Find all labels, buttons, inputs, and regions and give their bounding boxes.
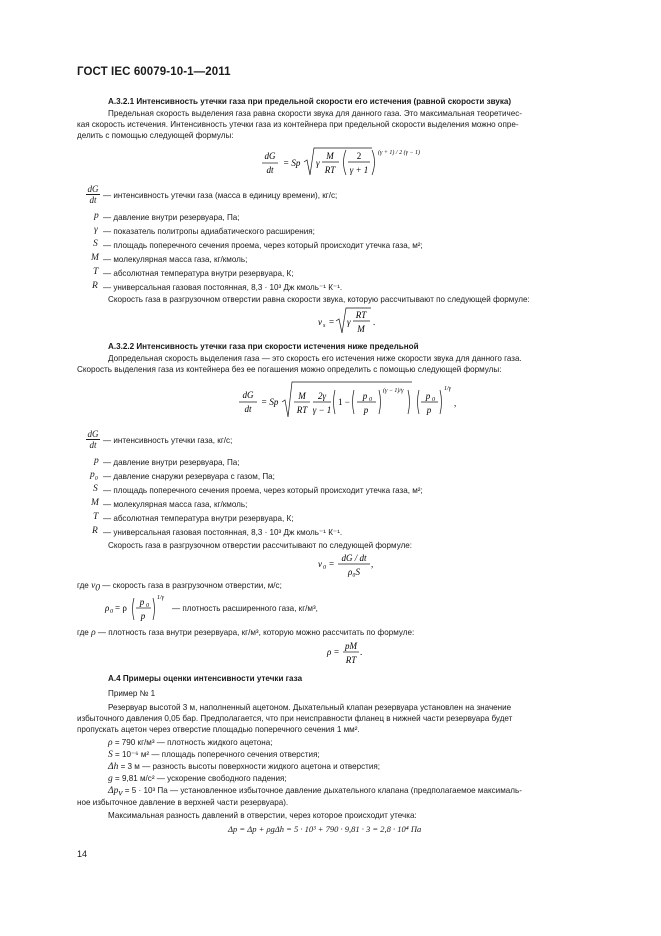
definition-text: — плотность расширенного газа, кг/м³, — [172, 604, 318, 613]
svg-text:ρ: ρ — [105, 603, 110, 613]
value-line: $\Delta p_v = 5 \cdot 10^3$ Па — установленное избыточное давление дыхательного клапана (предполагаемое максималь- — [108, 786, 522, 799]
svg-text:γ + 1: γ + 1 — [349, 165, 369, 175]
definition-text: — молекулярная масса газа, кг/кмоль; — [103, 500, 248, 509]
svg-text:1 −: 1 − — [338, 397, 350, 407]
svg-text:=: = — [334, 647, 340, 657]
definition-text: — площадь поперечного сечения проема, через который происходит утечка газа, м²; — [103, 241, 423, 250]
svg-text:p: p — [140, 611, 146, 621]
svg-text:1/γ: 1/γ — [444, 386, 452, 392]
svg-text:γ: γ — [316, 158, 320, 168]
svg-text:p: p — [139, 597, 145, 607]
definition-text: — показатель политропы адиабатического расширения; — [103, 227, 315, 236]
page-number: 14 — [77, 849, 88, 859]
symbol: T — [93, 512, 99, 522]
value-line: Δh = 3 м — разность высоты поверхности жидкого ацетона и отверстия; — [108, 762, 381, 772]
paragraph-line: Предельная скорость выделения газа равна скорости звука для данного газа. Это максимальная теоретичес- — [108, 109, 522, 118]
svg-text:dG: dG — [242, 390, 254, 400]
svg-text:γ: γ — [347, 317, 351, 327]
paragraph-line: ное избыточное давление в верхней части резервуара). — [77, 798, 289, 807]
paragraph-line: избыточного давления 0,05 бар. Предполагается, что при неисправности фланец в нижней части резервуара будет — [77, 714, 513, 723]
svg-text:RT: RT — [355, 310, 367, 320]
svg-text:2: 2 — [356, 151, 362, 161]
svg-text:p: p — [426, 405, 432, 415]
svg-text:p: p — [363, 405, 369, 415]
svg-text:0: 0 — [110, 609, 113, 615]
paragraph-line: Допредельная скорость выделения газа — это скорость его истечения ниже скорости звука для данного газа. — [108, 354, 522, 363]
svg-text:dt: dt — [266, 165, 274, 175]
symbol: M — [91, 498, 99, 508]
symbol: R — [92, 281, 98, 291]
svg-text:ρ₀S: ρ₀S — [348, 567, 360, 577]
svg-text:2γ: 2γ — [317, 391, 327, 401]
example-label: Пример № 1 — [108, 689, 156, 698]
definition-text: — абсолютная температура внутри резервуара, К; — [103, 514, 294, 523]
paragraph-line: Резервуар высотой 3 м, наполненный ацетоном. Дыхательный клапан резервуара установлен на значение — [108, 703, 512, 712]
symbol: p — [94, 456, 99, 466]
symbol-dg-dt: dG dt — [87, 429, 99, 450]
symbol: $p_0$ — [90, 470, 98, 482]
svg-text:.: . — [373, 317, 376, 327]
symbol-dg-dt: dG dt — [87, 184, 99, 205]
definition-text: — давление внутри резервуара, Па; — [103, 458, 240, 467]
svg-text:RT: RT — [296, 405, 308, 415]
svg-text:= Sp: = Sp — [283, 158, 301, 168]
svg-text:= Sp: = Sp — [261, 397, 279, 407]
svg-text:v: v — [318, 559, 322, 569]
section-heading-a4: А.4 Примеры оценки интенсивности утечки газа — [108, 674, 303, 683]
symbol: γ — [94, 225, 98, 235]
svg-text:0: 0 — [146, 603, 149, 609]
svg-text:p: p — [425, 391, 431, 401]
svg-text:1/γ: 1/γ — [157, 595, 165, 601]
svg-text:0: 0 — [369, 397, 372, 403]
svg-text:ρ: ρ — [327, 647, 332, 657]
svg-text:dt: dt — [244, 404, 252, 414]
document-header: ГОСТ IEC 60079-10-1—2011 — [77, 66, 231, 78]
svg-text:RT: RT — [345, 655, 357, 665]
definition-text: — молекулярная масса газа, кг/кмоль; — [103, 255, 248, 264]
svg-text:,: , — [454, 398, 457, 408]
definition-text: — универсальная газовая постоянная, 8,3 · 10³ Дж кмоль⁻¹ К⁻¹. — [103, 528, 343, 537]
symbol: T — [93, 267, 99, 277]
definition-text: — площадь поперечного сечения проема, через который происходит утечка газа, м²; — [103, 486, 423, 495]
svg-text:p: p — [362, 391, 368, 401]
definition-text: — давление снаружи резервуара с газом, Па; — [103, 472, 275, 481]
svg-text:(γ − 1)/γ: (γ − 1)/γ — [383, 388, 404, 394]
symbol: R — [92, 526, 98, 536]
svg-text:dG / dt: dG / dt — [341, 553, 367, 563]
svg-text:= ρ: = ρ — [115, 603, 127, 613]
svg-text:0: 0 — [323, 565, 326, 571]
svg-text:s: s — [323, 323, 326, 329]
formula-sonic-release — [260, 144, 460, 180]
svg-text:RT: RT — [324, 165, 336, 175]
svg-text:0: 0 — [432, 397, 435, 403]
svg-text:M: M — [326, 151, 334, 161]
where-line: где $v_0$ — скорость газа в разгрузочном отверстии, м/с; — [77, 581, 282, 594]
svg-text:(γ + 1) / 2 (γ − 1): (γ + 1) / 2 (γ − 1) — [378, 150, 420, 156]
definition-text: — давление внутри резервуара, Па; — [103, 213, 240, 222]
paragraph-line: Скорость газа в разгрузочном отверстии равна скорости звука, которую рассчитывают по следующей формуле: — [108, 295, 530, 304]
svg-text:v: v — [318, 317, 322, 327]
definition-text: — интенсивность утечки газа, кг/с; — [103, 436, 233, 445]
svg-text:pM: pM — [345, 641, 357, 651]
pressure-equation: Δp = Δp + ρgΔh = 5 · 10³ + 790 · 9,81 · 3 = 2,8 · 10⁴ Па — [228, 824, 422, 834]
formula-subsonic-release — [236, 376, 466, 422]
symbol: S — [93, 239, 98, 249]
svg-text:M: M — [357, 324, 365, 334]
value-line: ρ = 790 кг/м³ — плотность жидкого ацетона; — [108, 738, 273, 748]
svg-text:=: = — [329, 559, 335, 569]
paragraph-line: Скорость выделения газа из контейнера без ее погашения можно определить с помощью следующей формулы: — [77, 365, 502, 374]
value-line: S = 10⁻⁶ м² — площадь поперечного сечения отверстия; — [108, 750, 320, 760]
definition-text: — универсальная газовая постоянная, 8,3 · 10³ Дж кмоль⁻¹ К⁻¹. — [103, 283, 343, 292]
formula-rho0 — [103, 592, 173, 622]
section-heading-a321: А.3.2.1 Интенсивность утечки газа при предельной скорости его истечения (равной скорости звука) — [108, 97, 512, 106]
svg-text:M: M — [298, 391, 306, 401]
svg-text:dG: dG — [264, 151, 276, 161]
svg-text:=: = — [329, 317, 335, 327]
paragraph-line: кая скорость истечения. Интенсивность утечки газа из контейнера при предельной скорости выделения можно опре- — [77, 120, 519, 129]
svg-text:.: . — [360, 647, 363, 657]
value-line: g = 9,81 м/с² — ускорение свободного падения; — [108, 774, 287, 784]
svg-text:γ − 1: γ − 1 — [312, 405, 332, 415]
symbol: p — [94, 211, 99, 221]
symbol: M — [91, 253, 99, 263]
formula-outlet-speed — [316, 550, 376, 578]
paragraph-line: делить с помощью следующей формулы: — [77, 131, 234, 140]
formula-rho — [325, 638, 375, 666]
formula-sound-speed — [316, 306, 386, 336]
symbol: S — [93, 484, 98, 494]
where-line: где ρ — плотность газа внутри резервуара, кг/м³, которую можно рассчитать по формуле: — [77, 628, 415, 638]
paragraph-line: Максимальная разность давлений в отверстии, через которое происходит утечка: — [108, 811, 417, 820]
section-heading-a322: А.3.2.2 Интенсивность утечки газа при скорости истечения ниже предельной — [108, 342, 419, 351]
paragraph-line: пропускать ацетон через отверстие площадью поперечного сечения 1 мм². — [77, 725, 360, 734]
svg-text:,: , — [371, 559, 374, 569]
definition-text: — абсолютная температура внутри резервуара, К; — [103, 269, 294, 278]
paragraph-line: Скорость газа в разгрузочном отверстии рассчитывают по следующей формуле: — [108, 541, 413, 550]
definition-text: — интенсивность утечки газа (масса в единицу времени), кг/с; — [103, 191, 338, 200]
